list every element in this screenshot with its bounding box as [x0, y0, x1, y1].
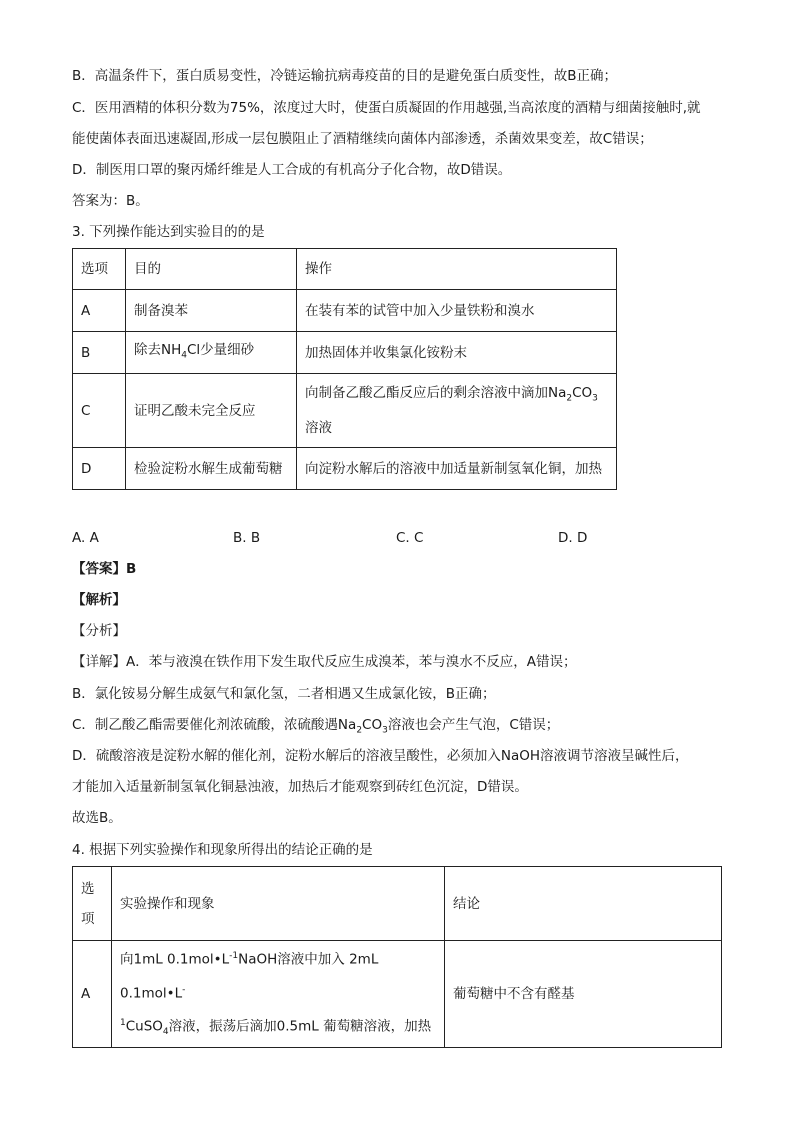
superscript: - — [182, 984, 186, 995]
table-header-row — [73, 249, 617, 290]
cell-goal: 证明乙酸未完全反应 — [126, 374, 297, 448]
cell-operation — [297, 374, 617, 448]
cell-goal: 检验淀粉水解生成葡萄糖 — [126, 448, 297, 490]
text: 溶液，振荡后滴加0.5mL 葡萄糖溶液，加热 — [168, 1018, 432, 1035]
text: NaOH溶液中加入 2mL 0.1mol•L — [120, 951, 379, 1001]
cell-goal: 制备溴苯 — [126, 290, 297, 332]
cell-conclusion: 葡萄糖中不含有醛基 — [445, 941, 722, 1048]
cell-operation: 向淀粉水解后的溶液中加适量新制氢氧化铜，加热 — [297, 448, 617, 490]
option-a: A. A — [72, 530, 99, 546]
cell-option: A — [73, 290, 126, 332]
text: 向1mL 0.1mol•L — [120, 951, 230, 968]
text: CuSO — [125, 1018, 163, 1035]
subscript: 4 — [162, 1027, 169, 1038]
cell-option: C — [73, 374, 126, 448]
choose-line: 故选B。 — [72, 810, 122, 826]
superscript: -1 — [229, 951, 239, 961]
cell-operation — [112, 941, 445, 1048]
table-row — [73, 448, 617, 490]
option-b: B. B — [233, 530, 261, 546]
q4-table — [72, 866, 722, 1048]
cell-option: A — [73, 941, 112, 1048]
answer-tag: 【答案】B — [72, 561, 137, 577]
subscript: 4 — [181, 350, 187, 361]
detail-d-line1: D．硫酸溶液是淀粉水解的催化剂，淀粉水解后的溶液呈酸性，必须加入NaOH溶液调节溶液呈碱性后， — [72, 748, 689, 764]
detail-d-line2: 才能加入适量新制氢氧化铜悬浊液，加热后才能观察到砖红色沉淀，D错误。 — [72, 779, 528, 795]
subscript: 3 — [592, 393, 598, 404]
detail-b: B．氯化铵易分解生成氨气和氯化氢，二者相遇又生成氯化铵，B正确； — [72, 686, 496, 702]
explain-c-line2: 能使菌体表面迅速凝固,形成一层包膜阻止了酒精继续向菌体内部渗透，杀菌效果变差，故C错误； — [72, 131, 653, 147]
answer-line: 答案为：B。 — [72, 193, 149, 209]
text: 溶液 — [305, 420, 332, 437]
superscript: 1 — [120, 1018, 126, 1028]
q3-stem: 3. 下列操作能达到实验目的的是 — [72, 224, 265, 240]
text: CO — [362, 717, 383, 733]
cell-option: D — [73, 448, 126, 490]
text: Cl少量细砂 — [186, 341, 255, 358]
q3-table — [72, 248, 617, 490]
cell-option: B — [73, 332, 126, 374]
table-row — [73, 332, 617, 374]
text: 项 — [81, 910, 95, 927]
header-cell-conclusion: 结论 — [445, 867, 722, 941]
detail-c — [72, 715, 559, 741]
text: 溶液也会产生气泡，C错误； — [387, 717, 560, 733]
subscript: 2 — [566, 393, 573, 404]
option-c: C. C — [396, 530, 424, 546]
header-cell-option — [73, 867, 112, 941]
explain-b: B．高温条件下，蛋白质易变性，冷链运输抗病毒疫苗的目的是避免蛋白质变性，故B正确； — [72, 68, 618, 84]
table-row — [73, 374, 617, 448]
explain-c-line1: C．医用酒精的体积分数为75%，浓度过大时，使蛋白质凝固的作用越强,当高浓度的酒精与细菌接触时,就 — [72, 100, 701, 116]
text: 除去NH — [134, 341, 182, 358]
fenxi-tag: 【分析】 — [72, 623, 126, 639]
text: CO — [572, 384, 593, 401]
header-cell: 目的 — [126, 249, 297, 290]
subscript: 3 — [382, 725, 388, 736]
text: 向制备乙酸乙酯反应后的剩余溶液中滴加Na — [305, 384, 567, 401]
cell-operation: 在装有苯的试管中加入少量铁粉和溴水 — [297, 290, 617, 332]
header-cell-operation: 实验操作和现象 — [112, 867, 445, 941]
header-cell: 操作 — [297, 249, 617, 290]
detail-a: 【详解】A．苯与液溴在铁作用下发生取代反应生成溴苯，苯与溴水不反应，A错误； — [72, 654, 577, 670]
explain-d: D．制医用口罩的聚丙烯纤维是人工合成的有机高分子化合物，故D错误。 — [72, 162, 512, 178]
header-cell: 选项 — [73, 249, 126, 290]
text: C．制乙酸乙酯需要催化剂浓硫酸，浓硫酸遇Na — [72, 717, 357, 733]
subscript: 2 — [356, 725, 363, 736]
table-header-row — [73, 867, 722, 941]
q4-stem: 4. 根据下列实验操作和现象所得出的结论正确的是 — [72, 842, 373, 858]
table-row — [73, 290, 617, 332]
table-row — [73, 941, 722, 1048]
option-d: D. D — [558, 530, 588, 546]
text: 选 — [81, 880, 95, 897]
cell-goal — [126, 332, 297, 374]
cell-operation: 加热固体并收集氯化铵粉末 — [297, 332, 617, 374]
analysis-tag: 【解析】 — [72, 592, 126, 608]
